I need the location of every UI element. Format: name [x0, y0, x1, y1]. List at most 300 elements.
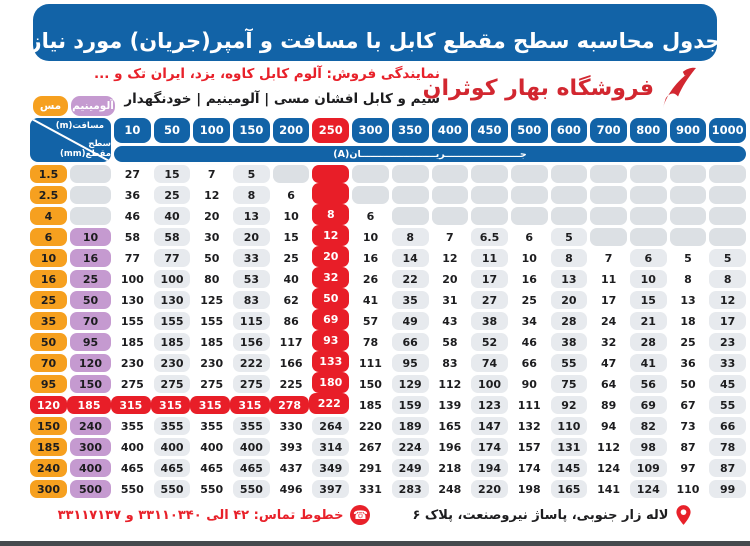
- amp-cell: 25: [273, 249, 310, 267]
- amp-cell: 7: [432, 228, 469, 246]
- amp-cell: 6: [630, 249, 667, 267]
- amp-cell: 10: [352, 228, 389, 246]
- amp-cell: 73: [670, 417, 707, 435]
- amp-cell: 15: [630, 291, 667, 309]
- distance-header: 350: [392, 118, 429, 143]
- amp-cell: 69: [630, 396, 667, 414]
- amp-cell: 165: [432, 417, 469, 435]
- amp-cell: [709, 186, 746, 204]
- copper-size-label: 150: [30, 417, 67, 435]
- aluminum-size-label: [70, 207, 111, 225]
- distance-header: 450: [471, 118, 508, 143]
- amp-cell: 156: [233, 333, 270, 351]
- amp-cell: 13: [233, 207, 270, 225]
- amp-cell: 28: [551, 312, 588, 330]
- amp-cell: 22: [392, 270, 429, 288]
- amp-cell: 56: [630, 375, 667, 393]
- distance-header: 100: [193, 118, 230, 143]
- amp-cell: 62: [273, 291, 310, 309]
- amp-cell: 64: [590, 375, 627, 393]
- amp-cell: 28: [630, 333, 667, 351]
- amp-cell: 185: [114, 333, 151, 351]
- amp-cell: 355: [114, 417, 151, 435]
- amp-cell: [432, 165, 469, 183]
- amp-cell: 117: [273, 333, 310, 351]
- amp-cell: 17: [590, 291, 627, 309]
- amp-cell: [551, 207, 588, 225]
- amp-cell: 125: [193, 291, 230, 309]
- amp-cell: 40: [154, 207, 191, 225]
- copper-size-label: 70: [30, 354, 67, 372]
- amp-cell: [590, 228, 627, 246]
- brand-swoosh-icon: [660, 66, 698, 110]
- amp-cell: 46: [114, 207, 151, 225]
- amp-cell: 349: [312, 459, 349, 477]
- copper-size-label: 1.5: [30, 165, 67, 183]
- amp-cell: 291: [352, 459, 389, 477]
- amp-cell: 20: [432, 270, 469, 288]
- amp-cell: 129: [392, 375, 429, 393]
- current-axis-bar: جـــــــــــــــــــــــریـــــــــــــــــــــــان(A): [114, 146, 746, 162]
- distance-header: 900: [670, 118, 707, 143]
- amp-cell: 82: [630, 417, 667, 435]
- amp-cell: 12: [193, 186, 230, 204]
- amp-cell: 100: [471, 375, 508, 393]
- distance-header: 1000: [709, 118, 746, 143]
- aluminum-size-label: 240: [70, 417, 111, 435]
- amp-cell: [709, 207, 746, 225]
- amp-cell: 58: [114, 228, 151, 246]
- amp-cell: 20: [551, 291, 588, 309]
- amp-cell: 34: [511, 312, 548, 330]
- amp-cell: 17: [471, 270, 508, 288]
- copper-size-label: 16: [30, 270, 67, 288]
- amp-cell: 21: [630, 312, 667, 330]
- copper-legend-badge: مس: [33, 96, 68, 116]
- amp-cell: 147: [471, 417, 508, 435]
- distance-header: 400: [432, 118, 469, 143]
- amp-cell: 23: [709, 333, 746, 351]
- amp-cell: 32: [312, 267, 349, 288]
- amp-cell: 123: [471, 396, 508, 414]
- amp-cell: 8: [392, 228, 429, 246]
- amp-cell: [670, 165, 707, 183]
- amp-cell: 97: [670, 459, 707, 477]
- amp-cell: 49: [392, 312, 429, 330]
- amp-cell: [352, 165, 389, 183]
- phone-numbers-text: خطوط تماس: ۴۲ الی ۳۳۱۱۰۳۴۰ و ۳۳۱۱۷۱۳۷: [57, 507, 344, 523]
- copper-size-label: 4: [30, 207, 67, 225]
- amp-cell: 58: [154, 228, 191, 246]
- amp-cell: 45: [709, 375, 746, 393]
- amp-cell: 38: [551, 333, 588, 351]
- amp-cell: 264: [312, 417, 349, 435]
- amp-cell: 355: [233, 417, 270, 435]
- copper-size-label: 50: [30, 333, 67, 351]
- amp-cell: 139: [432, 396, 469, 414]
- footer: [0, 504, 750, 526]
- amp-cell: 83: [432, 354, 469, 372]
- amp-cell: 6: [511, 228, 548, 246]
- amp-cell: 315: [111, 396, 151, 414]
- aluminum-legend-badge: آلومینیم: [71, 96, 115, 116]
- amp-cell: 38: [471, 312, 508, 330]
- amp-cell: 50: [193, 249, 230, 267]
- amp-cell: [590, 186, 627, 204]
- amp-cell: 89: [590, 396, 627, 414]
- amp-cell: 8: [551, 249, 588, 267]
- amp-cell: 11: [471, 249, 508, 267]
- amp-cell: 10: [630, 270, 667, 288]
- amp-cell: 174: [511, 459, 548, 477]
- amp-cell: [551, 165, 588, 183]
- aluminum-size-label: 10: [70, 228, 111, 246]
- amp-cell: 248: [432, 480, 469, 498]
- amp-cell: 8: [709, 270, 746, 288]
- amp-cell: [709, 165, 746, 183]
- amp-cell: 14: [392, 249, 429, 267]
- amp-cell: 110: [551, 417, 588, 435]
- amp-cell: 155: [114, 312, 151, 330]
- page-title: جدول محاسبه سطح مقطع کابل با مسافت و آمپر(جریان) مورد نیاز: [29, 29, 721, 53]
- amp-cell: 77: [154, 249, 191, 267]
- amp-cell: [670, 207, 707, 225]
- amp-cell: 249: [392, 459, 429, 477]
- amp-cell: 155: [193, 312, 230, 330]
- amp-cell: 109: [630, 459, 667, 477]
- aluminum-size-label: 185: [67, 396, 111, 414]
- amp-cell: 7: [193, 165, 230, 183]
- address-group: [412, 504, 692, 526]
- aluminum-size-label: [70, 165, 111, 183]
- amp-cell: [511, 165, 548, 183]
- amp-cell: [392, 207, 429, 225]
- amp-cell: [471, 207, 508, 225]
- amp-cell: 33: [709, 354, 746, 372]
- amp-cell: 465: [154, 459, 191, 477]
- amp-cell: 16: [511, 270, 548, 288]
- amp-cell: 218: [432, 459, 469, 477]
- amp-cell: 315: [151, 396, 191, 414]
- amp-cell: 36: [670, 354, 707, 372]
- amp-cell: 111: [511, 396, 548, 414]
- cable-table: [30, 118, 746, 498]
- amp-cell: 6: [352, 207, 389, 225]
- copper-size-label: 240: [30, 459, 67, 477]
- distance-header: 10: [114, 118, 151, 143]
- amp-cell: 220: [352, 417, 389, 435]
- amp-cell: 267: [352, 438, 389, 456]
- aluminum-size-label: 120: [70, 354, 111, 372]
- amp-cell: [511, 186, 548, 204]
- brand-name: فروشگاه بهار کوثران: [422, 75, 654, 101]
- amp-cell: 12: [312, 225, 349, 246]
- amp-cell: 47: [590, 354, 627, 372]
- amp-cell: 283: [392, 480, 429, 498]
- amp-cell: 141: [590, 480, 627, 498]
- amp-cell: 80: [193, 270, 230, 288]
- amp-cell: 166: [273, 354, 310, 372]
- aluminum-size-label: 300: [70, 438, 111, 456]
- amp-cell: 66: [392, 333, 429, 351]
- amp-cell: 77: [114, 249, 151, 267]
- amp-cell: 20: [312, 246, 349, 267]
- amp-cell: 87: [709, 459, 746, 477]
- copper-size-label: 6: [30, 228, 67, 246]
- amp-cell: 194: [471, 459, 508, 477]
- amp-cell: [670, 228, 707, 246]
- amp-cell: 157: [511, 438, 548, 456]
- amp-cell: 18: [670, 312, 707, 330]
- amp-cell: 10: [273, 207, 310, 225]
- amp-cell: 10: [511, 249, 548, 267]
- amp-cell: 465: [114, 459, 151, 477]
- amp-cell: [630, 186, 667, 204]
- amp-cell: [590, 165, 627, 183]
- aluminum-size-label: 150: [70, 375, 111, 393]
- amp-cell: 275: [154, 375, 191, 393]
- amp-cell: 78: [352, 333, 389, 351]
- cross-section-axis-label: سطح مقطع(mm): [60, 139, 111, 159]
- copper-size-label: 120: [30, 396, 67, 414]
- amp-cell: 40: [273, 270, 310, 288]
- amp-cell: 400: [114, 438, 151, 456]
- amp-cell: 130: [154, 291, 191, 309]
- distance-header: 500: [511, 118, 548, 143]
- phone-icon: ☎: [350, 505, 370, 525]
- amp-cell: 330: [273, 417, 310, 435]
- distance-header: 600: [551, 118, 588, 143]
- amp-cell: 67: [670, 396, 707, 414]
- amp-cell: [551, 186, 588, 204]
- aluminum-size-label: 70: [70, 312, 111, 330]
- amp-cell: 112: [432, 375, 469, 393]
- amp-cell: 17: [709, 312, 746, 330]
- amp-cell: 230: [154, 354, 191, 372]
- amp-cell: 53: [233, 270, 270, 288]
- amp-cell: 86: [273, 312, 310, 330]
- amp-cell: 55: [551, 354, 588, 372]
- amp-cell: 315: [230, 396, 270, 414]
- copper-size-label: 2.5: [30, 186, 67, 204]
- amp-cell: 31: [432, 291, 469, 309]
- amp-cell: [709, 228, 746, 246]
- amp-cell: 100: [114, 270, 151, 288]
- amp-cell: 185: [352, 396, 389, 414]
- amp-cell: 230: [114, 354, 151, 372]
- amp-cell: 66: [511, 354, 548, 372]
- aluminum-size-label: 16: [70, 249, 111, 267]
- amp-cell: 50: [670, 375, 707, 393]
- amp-cell: 130: [114, 291, 151, 309]
- amp-cell: 145: [551, 459, 588, 477]
- amp-cell: 12: [709, 291, 746, 309]
- amp-cell: 41: [630, 354, 667, 372]
- amp-cell: 6: [273, 186, 310, 204]
- amp-cell: 189: [392, 417, 429, 435]
- aluminum-size-label: 400: [70, 459, 111, 477]
- amp-cell: [511, 207, 548, 225]
- amp-cell: 20: [193, 207, 230, 225]
- amp-cell: 36: [114, 186, 151, 204]
- distance-header: 150: [233, 118, 270, 143]
- amp-cell: 52: [471, 333, 508, 351]
- amp-cell: 24: [590, 312, 627, 330]
- amp-cell: 5: [670, 249, 707, 267]
- amp-cell: [670, 186, 707, 204]
- amp-cell: 124: [590, 459, 627, 477]
- amp-cell: 220: [471, 480, 508, 498]
- amp-cell: 180: [312, 372, 349, 393]
- amp-cell: 92: [551, 396, 588, 414]
- amp-cell: 278: [270, 396, 310, 414]
- amp-cell: 159: [392, 396, 429, 414]
- amp-cell: 331: [352, 480, 389, 498]
- amp-cell: 275: [114, 375, 151, 393]
- aluminum-size-label: [70, 186, 111, 204]
- copper-size-label: 25: [30, 291, 67, 309]
- amp-cell: 465: [233, 459, 270, 477]
- amp-cell: 75: [551, 375, 588, 393]
- copper-size-label: 185: [30, 438, 67, 456]
- amp-cell: [352, 186, 389, 204]
- amp-cell: 355: [154, 417, 191, 435]
- amp-cell: 90: [511, 375, 548, 393]
- location-pin-icon: [675, 504, 692, 526]
- distance-header: 50: [154, 118, 191, 143]
- distance-header: 200: [273, 118, 310, 143]
- amp-cell: [630, 165, 667, 183]
- amp-cell: [392, 165, 429, 183]
- distance-header: 800: [630, 118, 667, 143]
- table-corner-cell: [30, 118, 111, 162]
- amp-cell: 275: [233, 375, 270, 393]
- amp-cell: 43: [432, 312, 469, 330]
- amp-cell: 496: [273, 480, 310, 498]
- amp-cell: 93: [312, 330, 349, 351]
- amp-cell: 315: [190, 396, 230, 414]
- amp-cell: 50: [312, 288, 349, 309]
- amp-cell: [432, 207, 469, 225]
- copper-size-label: 95: [30, 375, 67, 393]
- amp-cell: 94: [590, 417, 627, 435]
- amp-cell: 355: [193, 417, 230, 435]
- dealer-line: نمایندگی فروش: آلوم کابل کاوه، یزد، ایران تک و ...: [94, 66, 440, 82]
- amp-cell: 58: [432, 333, 469, 351]
- amp-cell: 27: [114, 165, 151, 183]
- amp-cell: 32: [590, 333, 627, 351]
- amp-cell: 275: [193, 375, 230, 393]
- amp-cell: 115: [233, 312, 270, 330]
- amp-cell: 550: [114, 480, 151, 498]
- phone-group: [58, 505, 371, 525]
- amp-cell: 230: [193, 354, 230, 372]
- amp-cell: 5: [551, 228, 588, 246]
- amp-cell: [273, 165, 310, 183]
- amp-cell: 16: [352, 249, 389, 267]
- amp-cell: 185: [154, 333, 191, 351]
- aluminum-size-label: 25: [70, 270, 111, 288]
- amp-cell: 100: [154, 270, 191, 288]
- amp-cell: 198: [511, 480, 548, 498]
- aluminum-size-label: 500: [70, 480, 111, 498]
- aluminum-size-label: 50: [70, 291, 111, 309]
- copper-size-label: 35: [30, 312, 67, 330]
- amp-cell: 69: [312, 309, 349, 330]
- amp-cell: [312, 183, 349, 204]
- page-bottom-edge: [0, 541, 750, 546]
- amp-cell: 46: [511, 333, 548, 351]
- amp-cell: 550: [233, 480, 270, 498]
- amp-cell: [630, 207, 667, 225]
- amp-cell: 132: [511, 417, 548, 435]
- amp-cell: [590, 207, 627, 225]
- amp-cell: [630, 228, 667, 246]
- amp-cell: 400: [154, 438, 191, 456]
- amp-cell: 41: [352, 291, 389, 309]
- amp-cell: [392, 186, 429, 204]
- amp-cell: 185: [193, 333, 230, 351]
- amp-cell: 20: [233, 228, 270, 246]
- amp-cell: [471, 186, 508, 204]
- amp-cell: 111: [352, 354, 389, 372]
- amp-cell: 13: [670, 291, 707, 309]
- amp-cell: [471, 165, 508, 183]
- distance-header: 700: [590, 118, 627, 143]
- amp-cell: 33: [233, 249, 270, 267]
- amp-cell: 74: [471, 354, 508, 372]
- amp-cell: 26: [352, 270, 389, 288]
- amp-cell: 400: [193, 438, 230, 456]
- amp-cell: 224: [392, 438, 429, 456]
- products-line: سیم و کابل افشان مسی | آلومینیم | خودنگهدار: [124, 91, 440, 107]
- amp-cell: 25: [154, 186, 191, 204]
- amp-cell: 5: [709, 249, 746, 267]
- amp-cell: 87: [670, 438, 707, 456]
- amp-cell: 393: [273, 438, 310, 456]
- amp-cell: 8: [312, 204, 349, 225]
- amp-cell: 165: [551, 480, 588, 498]
- amp-cell: 55: [709, 396, 746, 414]
- amp-cell: 8: [670, 270, 707, 288]
- amp-cell: 550: [193, 480, 230, 498]
- amp-cell: 15: [273, 228, 310, 246]
- address-text: لاله زار جنوبی، پاساژ نیروصنعت، پلاک ۶: [412, 507, 669, 523]
- amp-cell: 13: [551, 270, 588, 288]
- amp-cell: 12: [432, 249, 469, 267]
- amp-cell: 155: [154, 312, 191, 330]
- amp-cell: 437: [273, 459, 310, 477]
- amp-cell: 11: [590, 270, 627, 288]
- amp-cell: 99: [709, 480, 746, 498]
- amp-cell: 314: [312, 438, 349, 456]
- amp-cell: 95: [392, 354, 429, 372]
- amp-cell: 131: [551, 438, 588, 456]
- amp-cell: 98: [630, 438, 667, 456]
- amp-cell: 25: [670, 333, 707, 351]
- amp-cell: 110: [670, 480, 707, 498]
- copper-size-label: 300: [30, 480, 67, 498]
- amp-cell: 550: [154, 480, 191, 498]
- amp-cell: 66: [709, 417, 746, 435]
- amp-cell: 225: [273, 375, 310, 393]
- amp-cell: 196: [432, 438, 469, 456]
- brand-logo: [423, 62, 698, 114]
- amp-cell: 133: [312, 351, 349, 372]
- amp-cell: 30: [193, 228, 230, 246]
- amp-cell: 174: [471, 438, 508, 456]
- amp-cell: 6.5: [471, 228, 508, 246]
